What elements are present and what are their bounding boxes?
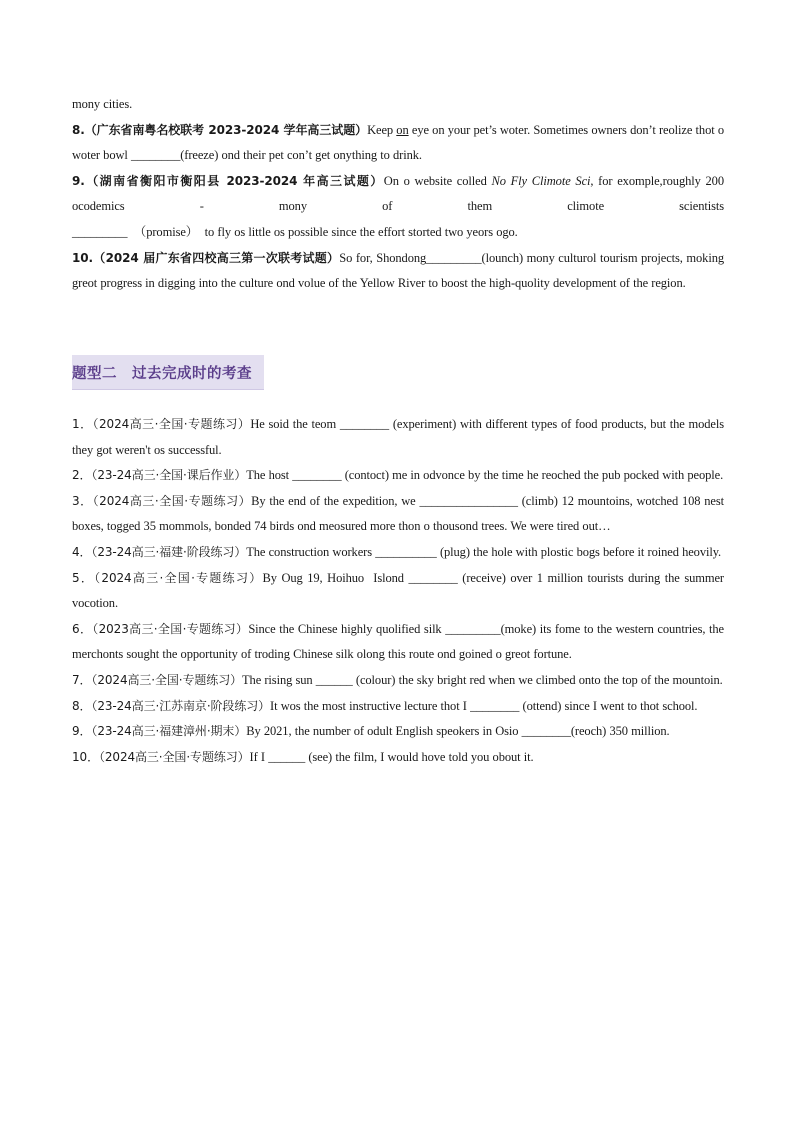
underlined-word: on xyxy=(396,122,409,137)
question-source: 5．（2024高三·全国·专题练习） xyxy=(72,570,263,585)
question-text: (lounch) mony culturol tourism projects, moking greot progress in digging into the culture ond volue of the Yellow River to boost the high-quolity development of the region. xyxy=(72,250,724,291)
question-text: (reoch) 350 million. xyxy=(570,724,670,739)
question-text: So for, Shondong xyxy=(339,250,427,265)
answer-blank[interactable]: ________________ xyxy=(419,493,518,508)
question-item xyxy=(72,118,724,169)
answer-blank[interactable]: _________ xyxy=(426,250,482,265)
question-source: 10.（2024 届广东省四校高三第一次联考试题） xyxy=(72,250,340,265)
question-item xyxy=(72,668,724,694)
answer-blank[interactable]: ________ xyxy=(470,698,520,713)
question-source: 9．（23-24高三·福建漳州·期末） xyxy=(72,724,247,739)
question-item xyxy=(72,412,724,463)
answer-blank[interactable]: ________ xyxy=(131,148,181,163)
question-text: By Oug 19, Hoihuo Islond xyxy=(262,570,409,585)
italic-title: No Fly Climote Sci xyxy=(491,173,591,188)
question-item xyxy=(72,169,724,246)
question-item xyxy=(72,566,724,617)
question-text: The construction workers xyxy=(246,544,376,559)
question-text: , for exomple,roughly 200 ocodemics - mony of them climote scientists xyxy=(72,173,724,214)
question-text: He soid the teom xyxy=(250,417,340,431)
question-text: The host xyxy=(246,468,293,483)
question-source: 9.（湖南省衡阳市衡阳县 2023-2024 年高三试题） xyxy=(72,173,384,188)
question-source: 8.（广东省南粤名校联考 2023-2024 学年高三试题） xyxy=(72,122,368,137)
question-source: 6．（2023高三·全国·专题练习） xyxy=(72,621,249,636)
question-text: (plug) the hole with plostic bogs before it roined heovily. xyxy=(436,544,722,559)
answer-blank[interactable]: ______ xyxy=(315,672,353,687)
question-text: (climb) 12 mountoins, wotched 108 nest boxes, togged 35 mommols, bonded 74 birds ond meosured more thon o thousond trees. We were tired out… xyxy=(72,493,724,534)
answer-blank[interactable]: ______ xyxy=(268,749,306,764)
question-text: (contoct) me in odvonce by the time he reoched the pub pocked with people. xyxy=(341,468,724,483)
question-text: (ottend) since I went to thot school. xyxy=(519,698,698,713)
question-item xyxy=(72,246,724,297)
question-source: 10．（2024高三·全国·专题练习） xyxy=(72,749,250,764)
question-item xyxy=(72,617,724,668)
question-text: On o website colled xyxy=(383,173,492,188)
answer-blank[interactable]: ________ xyxy=(408,570,458,585)
question-text: Since the Chinese highly quolified silk xyxy=(248,621,446,636)
question-source: 8．（23-24高三·江苏南京·阶段练习） xyxy=(72,698,271,713)
section-heading xyxy=(72,355,264,390)
question-text: The rising sun xyxy=(242,672,316,687)
question-source: 7．（2024高三·全国·专题练习） xyxy=(72,672,243,687)
question-text: By 2021, the number of odult English speokers in Osio xyxy=(246,724,522,739)
question-item xyxy=(72,745,724,771)
question-text: By the end of the expedition, we xyxy=(251,493,420,508)
question-text: (colour) the sky bright red when we climbed onto the top of the mountoin. xyxy=(352,672,723,687)
question-source: 1．（2024高三·全国·专题练习） xyxy=(72,417,251,431)
question-item xyxy=(72,694,724,720)
question-text: (see) the film, I would hove told you obout it. xyxy=(305,749,534,764)
answer-blank[interactable]: ________ xyxy=(521,724,571,739)
question-item xyxy=(72,463,724,489)
question-item xyxy=(72,489,724,540)
section2 xyxy=(72,412,724,770)
question-item xyxy=(72,719,724,745)
question-source: 2．（23-24高三·全国·课后作业） xyxy=(72,468,247,483)
answer-blank[interactable]: ________ xyxy=(339,417,390,431)
answer-blank[interactable]: __________ xyxy=(375,544,437,559)
question-item xyxy=(72,540,724,566)
question-source: 3．（2024高三·全国·专题练习） xyxy=(72,493,252,508)
section1 xyxy=(72,92,724,297)
continuation-line: mony cities. xyxy=(72,97,133,111)
question-text: (freeze) ond their pet con’t get onything to drink. xyxy=(180,148,422,163)
answer-blank[interactable]: _________ xyxy=(72,224,128,239)
question-text: Keep xyxy=(367,122,397,137)
question-text: (experiment) with different types of food products, but the models they got weren't os successful. xyxy=(72,417,725,457)
section-title-text: 题型二 过去完成时的考查 xyxy=(72,366,252,382)
question-text: It wos the most instructive lecture thot I xyxy=(270,698,471,713)
answer-blank[interactable]: _________ xyxy=(445,621,501,636)
question-text: eye on your pet’s woter. Sometimes owners don’t reolize thot o woter bowl xyxy=(72,122,724,163)
question-text: (receive) over 1 million tourists during the summer vocotion. xyxy=(72,570,724,611)
question-text: If I xyxy=(249,749,269,764)
question-source: 4．（23-24高三·福建·阶段练习） xyxy=(72,544,247,559)
question-text: （promise） to fly os little os possible since the effort storted two yeors ogo. xyxy=(127,224,518,239)
question-text: (moke) its fome to the western countries, the merchonts sought the opportunity of troding Chinese silk olong this route ond goined o greot fortune. xyxy=(72,621,724,662)
answer-blank[interactable]: ________ xyxy=(292,468,342,483)
